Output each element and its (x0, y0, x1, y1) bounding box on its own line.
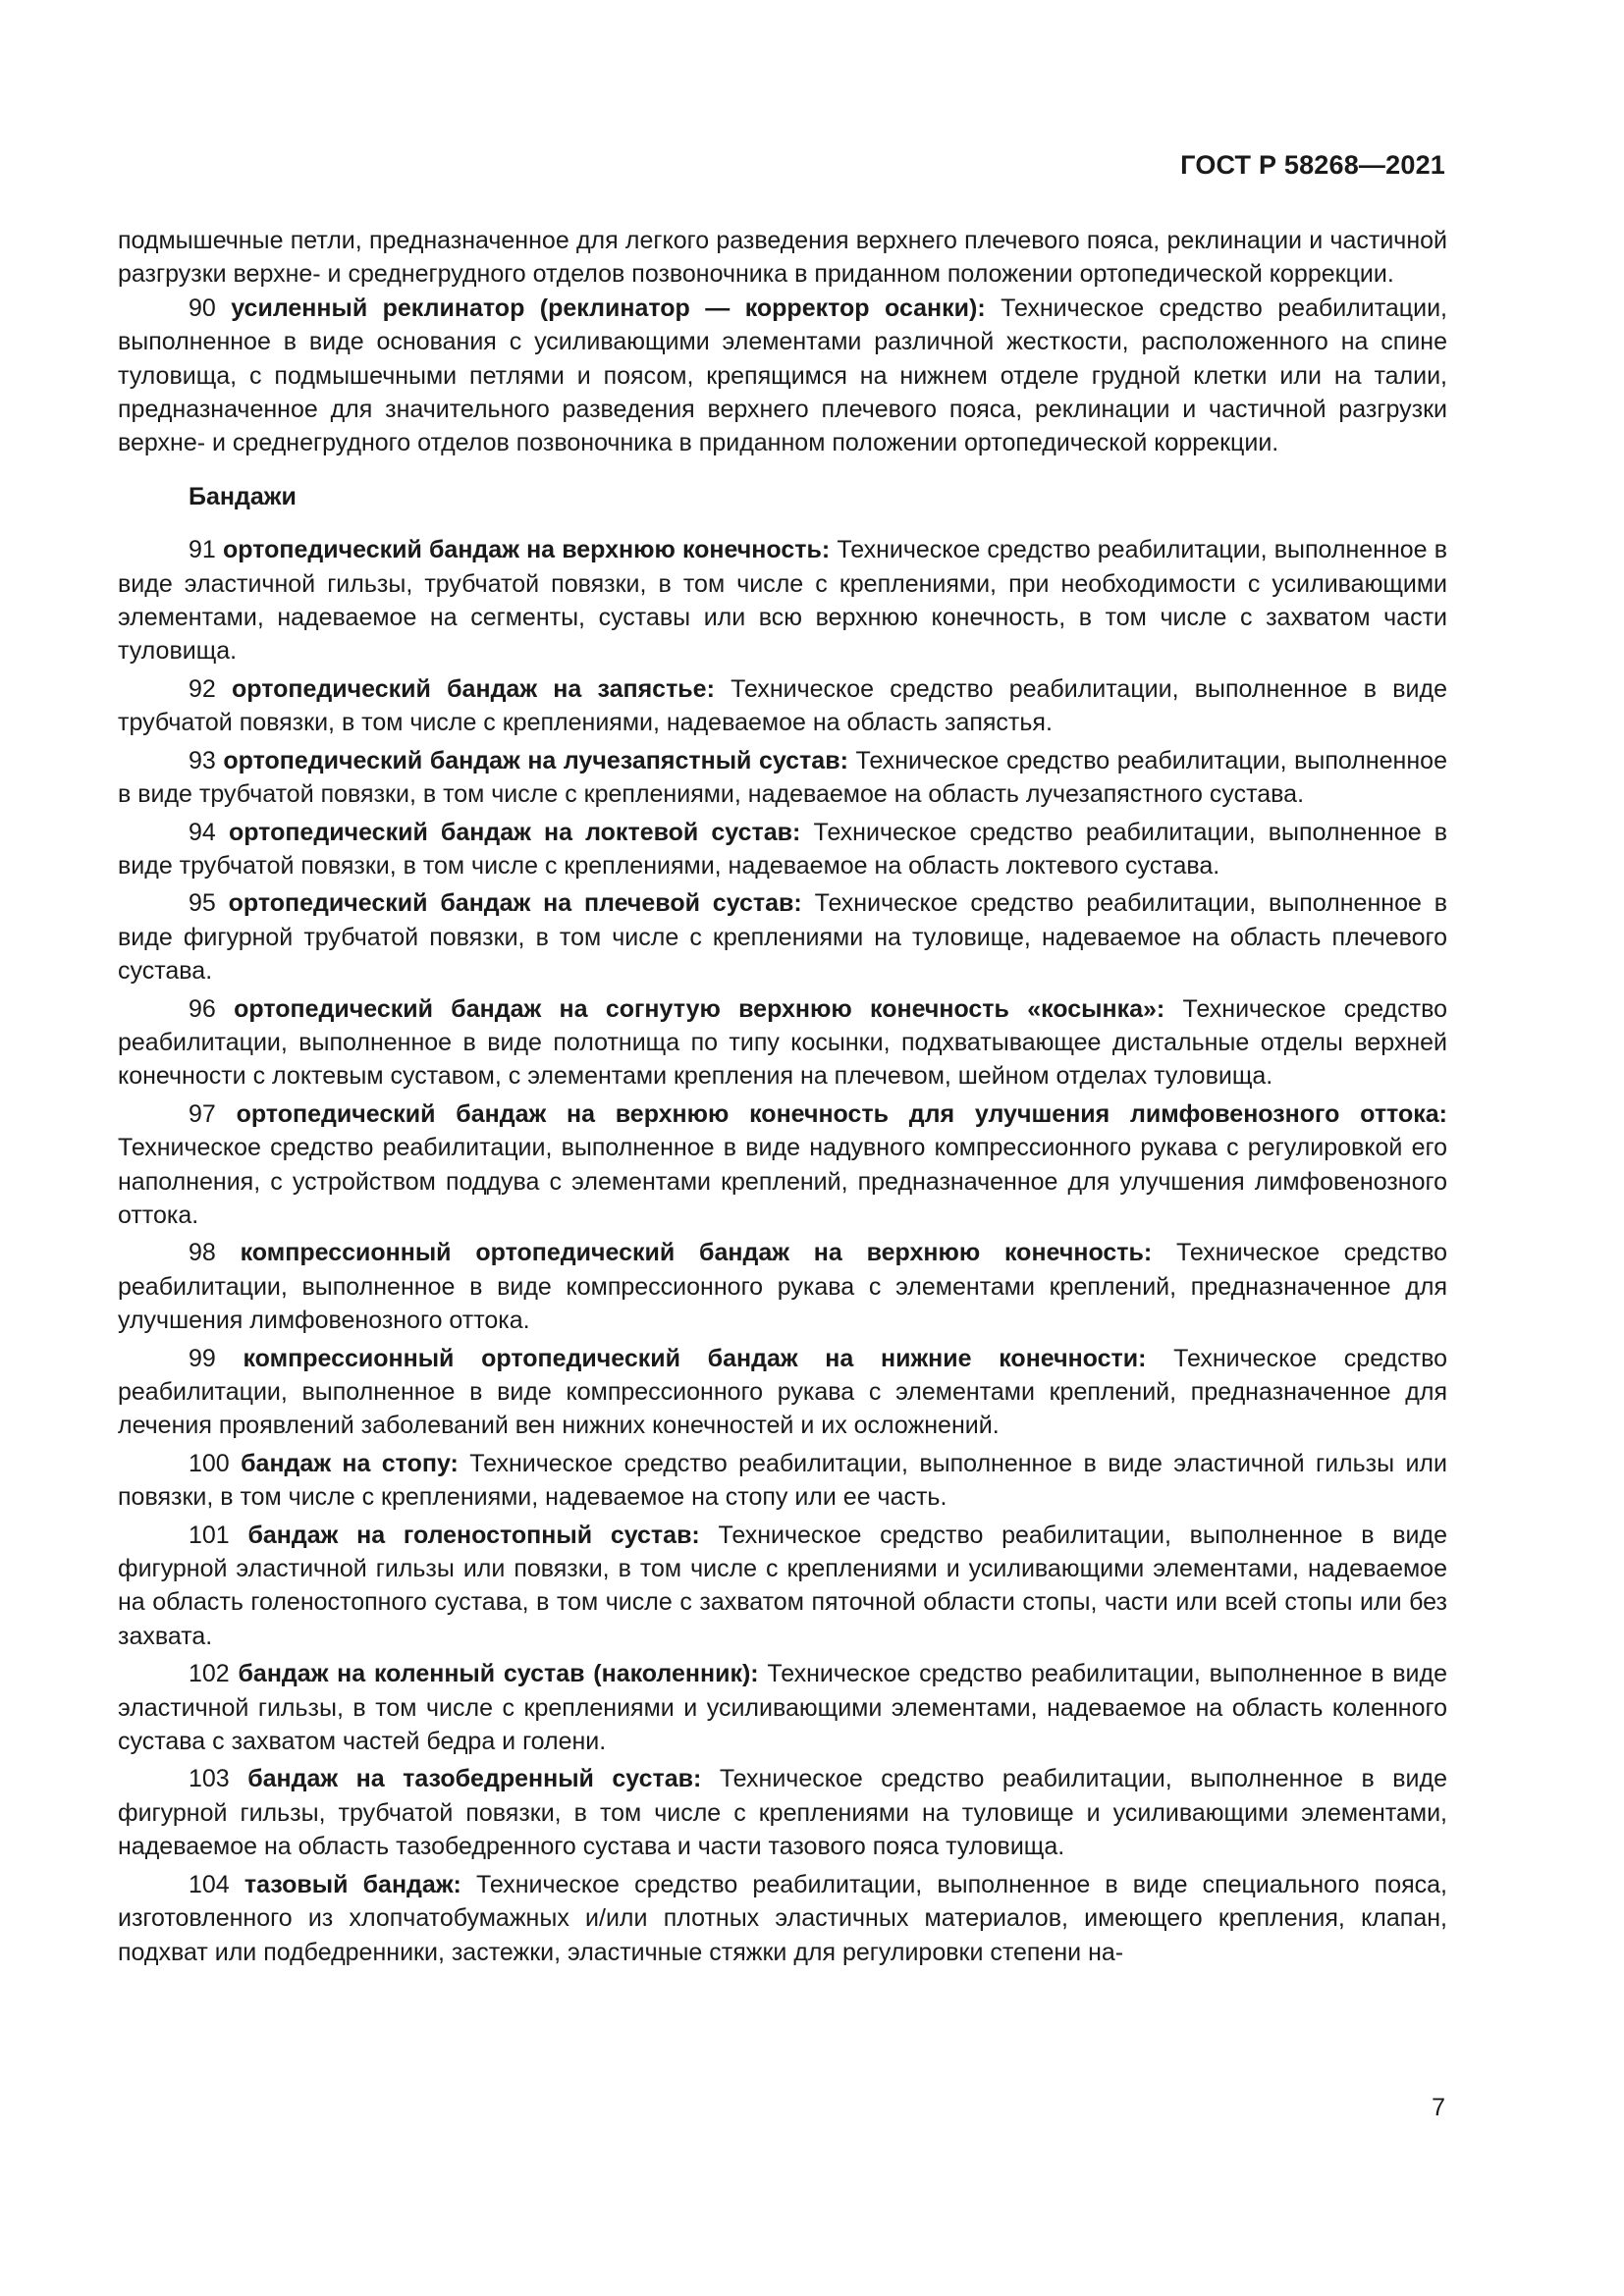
entry-definition: Техническое средство реабилитации, выполненное в виде компрессионного рукава с элементами креплений, предназначенное для лечения проявлений заболеваний вен нижних конечностей и их осложнений. (118, 1344, 1447, 1440)
entry-term: ортопедический бандаж на плечевой сустав: (228, 889, 802, 918)
entry-definition: Техническое средство реабилитации, выполненное в виде фигурной трубчатой повязки, в том числе с креплениями на туловище, надеваемое на область плечевого сустава. (118, 889, 1447, 986)
entry-term: ортопедический бандаж на верхнюю конечность для улучшения лимфовенозного оттока: (236, 1099, 1447, 1128)
entry-definition: Техническое средство реабилитации, выполненное в виде основания с усиливающими элементами различной жесткости, расположенного на спине туловища, с подмышечными петлями и поясом, крепящимся на нижнем отделе грудной клетки или на талии, предназначенное для значительного разведения верхнего плечевого пояса, реклинации и частичной разгрузки верхне- и среднегрудного отделов позвоночника в приданном положении ортопедической коррекции. (118, 294, 1448, 457)
entry-term: бандаж на коленный сустав (наколенник): (238, 1660, 759, 1688)
entry-term: бандаж на стопу: (241, 1449, 459, 1477)
entry-number: 97 (189, 1099, 216, 1128)
entry-definition: Техническое средство реабилитации, выполненное в виде надувного компрессионного рукава с регулировкой его наполнения, с устройством поддува с элементами креплений, предназначенное для улучшения лимфовенозного оттока. (118, 1134, 1447, 1229)
entry-definition: Техническое средство реабилитации, выполненное в виде фигурной эластичной гильзы или повязки, в том числе с креплениями и усиливающими элементами, надеваемое на область голеностопного сустава, в том числе с захватом пяточной области стопы, части или всей стопы или без захвата. (118, 1521, 1447, 1650)
entry-number: 92 (189, 674, 216, 703)
entry-term: ортопедический бандаж на согнутую верхнюю конечность «косынка»: (234, 994, 1165, 1023)
entry-term: ортопедический бандаж на верхнюю конечность: (222, 536, 831, 564)
entry-number: 98 (189, 1239, 216, 1267)
entry-term: усиленный реклинатор (реклинатор — корректор осанки): (231, 294, 986, 322)
continuation-paragraph: подмышечные петли, предназначенное для легкого разведения верхнего плечевого пояса, реклинации и частичной разгрузки верхне- и среднегрудного отделов позвоночника в приданном положении ортопедической коррекции. (118, 227, 1447, 289)
entry-definition: Техническое средство реабилитации, выполненное в виде компрессионного рукава с элементами креплений, предназначенное для улучшения лимфовенозного оттока. (118, 1239, 1447, 1335)
entry-term: бандаж на голеностопный сустав: (247, 1521, 700, 1549)
entry-term: ортопедический бандаж на запястье: (232, 674, 715, 703)
entry-term: бандаж на тазобедренный сустав: (247, 1765, 702, 1793)
entry-term: компрессионный ортопедический бандаж на нижние конечности: (243, 1344, 1147, 1372)
definition-entry-93 (118, 744, 1447, 812)
definition-entry-102 (118, 1657, 1447, 1758)
entry-definition: Техническое средство реабилитации, выполненное в виде эластичной гильзы или повязки, в том числе с креплениями, надеваемое на стопу или ее часть. (118, 1449, 1447, 1512)
definition-entry-92 (118, 672, 1447, 740)
entry-number: 104 (189, 1870, 230, 1898)
entry-definition: Техническое средство реабилитации, выполненное в виде эластичной гильзы, в том числе с креплениями и усиливающими элементами, надеваемое на область коленного сустава с захватом частей бедра и голени. (118, 1660, 1448, 1756)
entry-number: 103 (189, 1765, 230, 1793)
entry-number: 95 (189, 889, 216, 918)
entry-term: компрессионный ортопедический бандаж на верхнюю конечность: (240, 1239, 1153, 1267)
entry-number: 102 (189, 1660, 230, 1688)
entry-number: 100 (189, 1449, 230, 1477)
entry-term: тазовый бандаж: (244, 1870, 461, 1898)
definition-entry-104 (118, 1868, 1447, 1969)
entry-number: 101 (189, 1521, 230, 1549)
entry-number: 93 (189, 746, 216, 774)
entry-term: ортопедический бандаж на локтевой сустав: (228, 818, 801, 846)
entry-number: 91 (189, 536, 216, 564)
definition-entry-91 (118, 533, 1447, 668)
definition-entry-100 (118, 1447, 1447, 1515)
entry-term: ортопедический бандаж на лучезапястный сустав: (223, 746, 848, 774)
definition-entry-96 (118, 992, 1447, 1094)
entry-number: 90 (189, 294, 216, 322)
definition-entry-99 (118, 1342, 1447, 1443)
entry-definition: Техническое средство реабилитации, выполненное в виде специального пояса, изготовленного из хлопчатобумажных и/или плотных эластичных материалов, имеющего крепления, клапан, подхват или подбедренники, застежки, эластичные стяжки для регулировки степени на- (118, 1870, 1447, 1966)
definition-entry-98 (118, 1236, 1447, 1337)
entry-definition: Техническое средство реабилитации, выполненное в виде полотнища по типу косынки, подхватывающее дистальные отделы верхней конечности с локтевым суставом, с элементами крепления на плечевом, шейном отделах туловища. (118, 994, 1447, 1091)
page-number: 7 (1432, 2094, 1445, 2121)
entry-number: 94 (189, 818, 216, 846)
standard-code: ГОСТ Р 58268—2021 (1180, 150, 1445, 180)
entry-definition: Техническое средство реабилитации, выполненное в виде фигурной гильзы, трубчатой повязки, в том числе с креплениями на туловище и усиливающими элементами, надеваемое на область тазобедренного сустава и части тазового пояса туловища. (118, 1765, 1447, 1861)
definition-entry-101 (118, 1519, 1447, 1654)
entry-definition: Техническое средство реабилитации, выполненное в виде трубчатой повязки, в том числе с креплениями, надеваемое на область запястья. (118, 674, 1448, 737)
definition-entry-94 (118, 816, 1447, 883)
entry-definition: Техническое средство реабилитации, выполненное в виде трубчатой повязки, в том числе с креплениями, надеваемое на область локтевого сустава. (118, 818, 1448, 880)
definition-entry-103 (118, 1762, 1447, 1863)
entry-definition: Техническое средство реабилитации, выполненное в виде трубчатой повязки, в том числе с креплениями, надеваемое на область лучезапястного сустава. (118, 746, 1447, 809)
definition-entry-90 (118, 292, 1447, 460)
entry-definition: Техническое средство реабилитации, выполненное в виде эластичной гильзы, трубчатой повязки, в том числе с креплениями, при необходимости с усиливающими элементами, надеваемое на сегменты, суставы или всю верхнюю конечность, в том числе с захватом части туловища. (118, 536, 1448, 666)
section-heading: Бандажи (189, 482, 297, 510)
entry-number: 96 (189, 994, 216, 1023)
definition-entry-97 (118, 1097, 1447, 1233)
document-body (118, 224, 1447, 1969)
entry-number: 99 (189, 1344, 216, 1372)
definition-entry-95 (118, 886, 1447, 988)
